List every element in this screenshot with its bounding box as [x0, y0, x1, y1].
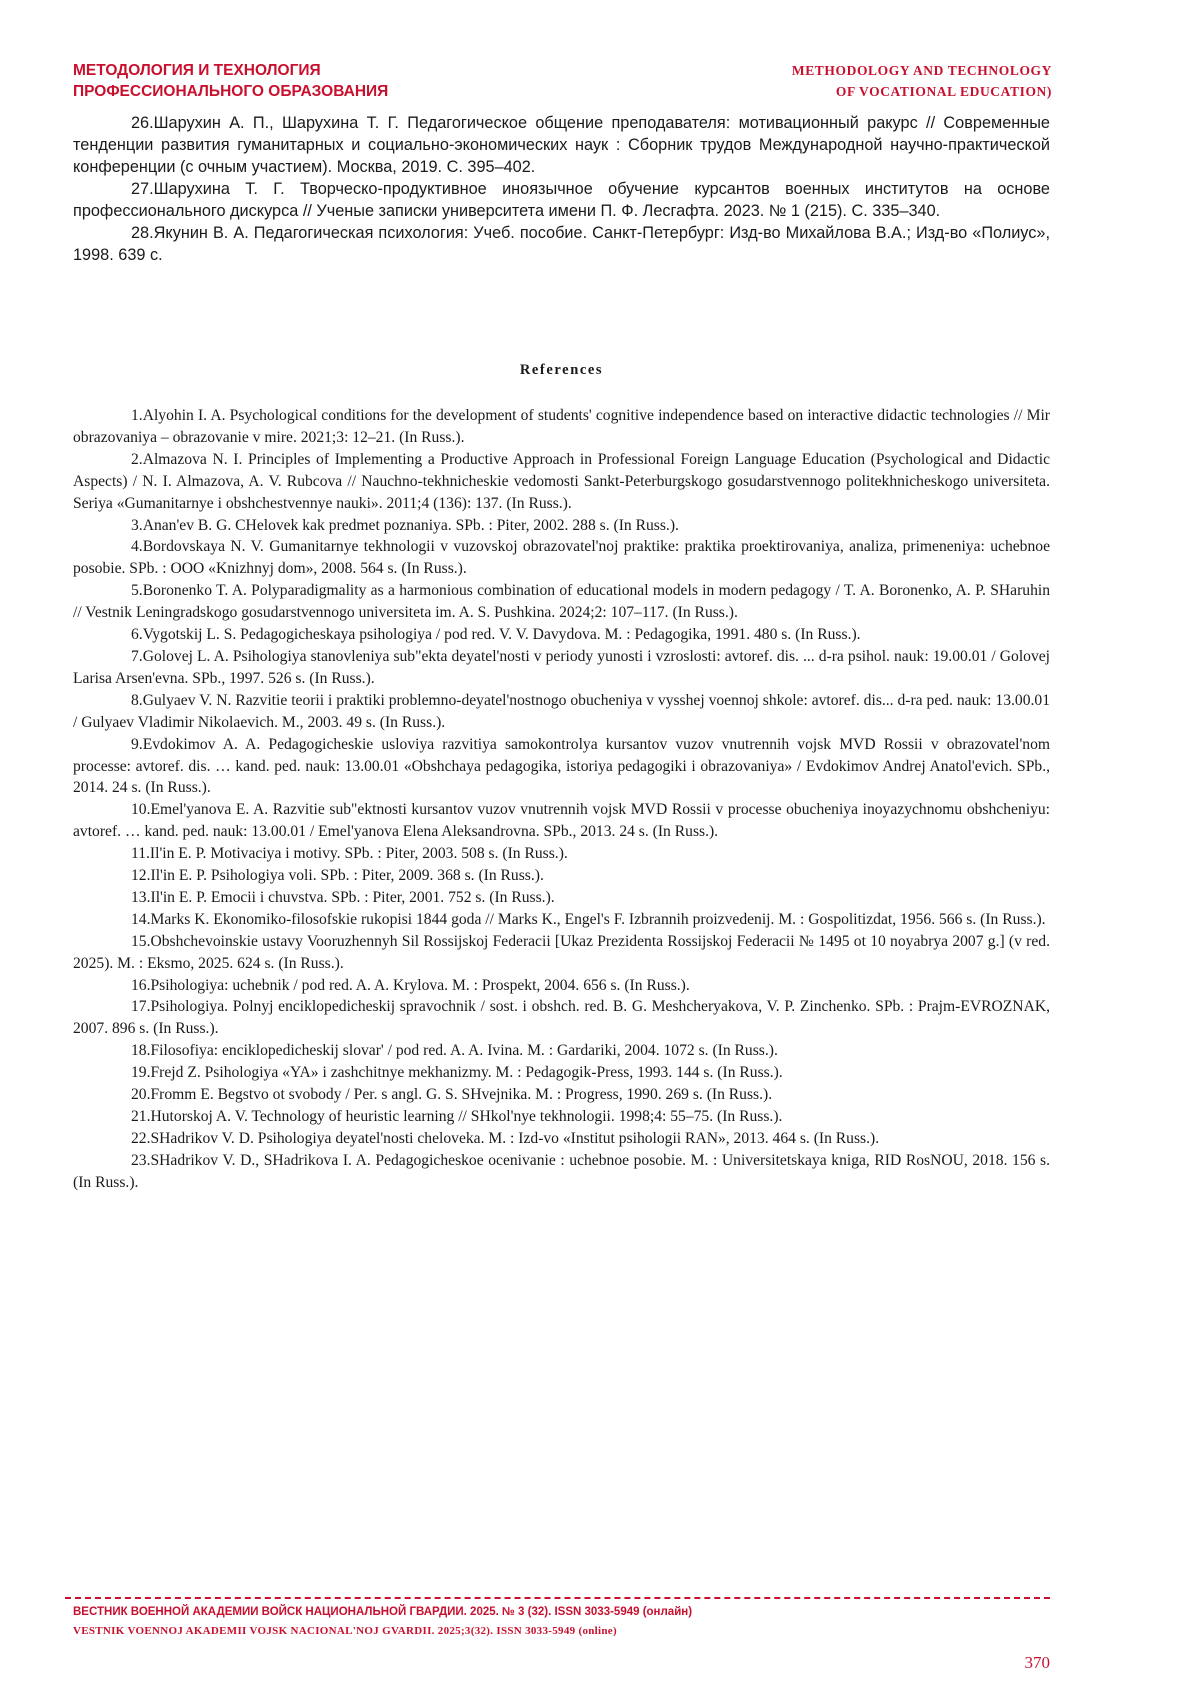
ref-entry-en-12 — [73, 865, 1050, 887]
ref-number: 23. — [131, 1151, 151, 1169]
ref-entry-en-1 — [73, 405, 1050, 449]
ref-text: Fromm E. Begstvo ot svobody / Per. s angl. G. S. SHvejnika. M. : Progress, 1990. 269 s. (In Russ.). — [150, 1086, 773, 1104]
ref-number: 11. — [131, 845, 150, 863]
ref-text: Marks K. Ekonomiko-filosofskie rukopisi 1844 goda // Marks K., Engel's F. Izbrannih proizvedenij. M. : Gospolitizdat, 1956. 566 s. (In Russ.). — [150, 910, 1046, 928]
ref-text: Il'in E. P. Psihologiya voli. SPb. : Piter, 2009. 368 s. (In Russ.). — [150, 867, 544, 885]
ref-entry-en-8 — [73, 690, 1050, 734]
ref-entry-en-11 — [73, 843, 1050, 865]
ref-entry-en-19 — [73, 1062, 1050, 1084]
footer-journal-en: VESTNIK VOENNOJ AKADEMII VOJSK NACIONAL'NOJ GVARDII. 2025;3(32). ISSN 3033-5949 (online) — [73, 1625, 617, 1637]
ref-text: SHadrikov V. D., SHadrikova I. A. Pedagogicheskoe ocenivanie : uchebnoe posobie. M. : Universitetskaya kniga, RID RosNOU, 2018. 156 s. (In Russ.). — [73, 1151, 1050, 1191]
ref-entry-en-18 — [73, 1040, 1050, 1062]
ref-entry-en-13 — [73, 887, 1050, 909]
ref-entry-en-17 — [73, 996, 1050, 1040]
ref-text: SHadrikov V. D. Psihologiya deyatel'nosti cheloveka. M. : Izd-vo «Institut psihologii RAN», 2013. 464 s. (In Russ.). — [150, 1129, 880, 1147]
ref-entry-ru-28 — [73, 222, 1050, 266]
ref-text: Evdokimov A. A. Pedagogicheskie usloviya razvitiya samokontrolya kursantov vuzov vnutrennih vojsk MVD Rossii v obrazovatel'nom processe: avtoref. dis. … kand. ped. nauk: 13.00.01 «Obshchaya pedagogika, istoriya pedagogiki i obrazovaniya» / Evdokimov Andrej Anatol'evich. SPb., 2014. 24 s. (In Russ.). — [73, 735, 1050, 797]
ref-text: Frejd Z. Psihologiya «YA» i zashchitnye mekhanizmy. M. : Pedagogik-Press, 1993. 144 s. (In Russ.). — [150, 1064, 783, 1082]
en-references-list — [73, 405, 1050, 1194]
ref-text: Golovej L. A. Psihologiya stanovleniya sub"ekta deyatel'nosti v periody yunosti i vzroslosti: avtoref. dis. ... d-ra psihol. nauk: 19.00.01 / Golovej Larisa Arsen'evna. SPb., 1997. 526 s. (In Russ.). — [73, 647, 1050, 687]
ref-entry-en-23 — [73, 1150, 1050, 1194]
ref-number: 10. — [131, 801, 151, 819]
ref-text: Almazova N. I. Principles of Implementing a Productive Approach in Professional Foreign Language Education (Psychological and Didactic Aspects) / N. I. Almazova, A. V. Rubcova // Nauchno-tekhnicheskie vedomosti Sankt-Peterburgskogo gosudarstvennogo politekhnicheskogo universiteta. Seriya «Gumanitarnye i obshchestvennye nauki». 2011;4 (136): 137. (In Russ.). — [73, 450, 1050, 512]
ref-text: Якунин В. А. Педагогическая психология: Учеб. пособие. Санкт-Петербург: Изд-во Михайлова В.А.; Изд-во «Полиус», 1998. 639 с. — [73, 224, 1050, 264]
ref-number: 14. — [131, 910, 151, 928]
ref-number: 15. — [131, 932, 151, 950]
ref-text: Psihologiya. Polnyj enciklopedicheskij spravochnik / sost. i obshch. red. B. G. Meshcheryakova, V. P. Zinchenko. SPb. : Prajm-EVROZNAK, 2007. 896 s. (In Russ.). — [73, 998, 1050, 1038]
ref-number: 3. — [131, 516, 143, 534]
ref-text: Emel'yanova E. A. Razvitie sub"ektnosti kursantov vuzov vnutrennih vojsk MVD Rossii v processe obucheniya inoyazychnomu obshcheniyu: avtoref. … kand. ped. nauk: 13.00.01 / Emel'yanova Elena Aleksandrovna. SPb., 2013. 24 s. (In Russ.). — [73, 801, 1050, 841]
ref-number: 17. — [131, 998, 151, 1016]
ref-entry-en-4 — [73, 536, 1050, 580]
header-en-line1: METHODOLOGY AND TECHNOLOGY — [791, 63, 1052, 78]
ref-text: Psihologiya: uchebnik / pod red. A. A. Krylova. M. : Prospekt, 2004. 656 s. (In Russ.). — [150, 976, 690, 994]
ref-number: 2. — [131, 450, 143, 468]
ref-entry-en-6 — [73, 624, 1050, 646]
ref-text: Шарухин А. П., Шарухина Т. Г. Педагогическое общение преподавателя: мотивационный ракурс // Современные тенденции развития гуманитарных и социально-экономических наук : Сборник трудов Международной научно-практической конференции (с очным участием). Москва, 2019. С. 395–402. — [73, 114, 1050, 176]
ref-entry-en-20 — [73, 1084, 1050, 1106]
ref-text: Vygotskij L. S. Pedagogicheskaya psihologiya / pod red. V. V. Davydova. M. : Pedagogika, 1991. 480 s. (In Russ.). — [142, 626, 861, 644]
ref-entry-en-2 — [73, 449, 1050, 515]
ref-entry-en-7 — [73, 646, 1050, 690]
ref-number: 21. — [131, 1108, 151, 1125]
ref-text: Bordovskaya N. V. Gumanitarnye tekhnologii v vuzovskoj obrazovatel'noj praktike: praktika proektirovaniya, analiza, primeneniya: uchebnoe posobie. SPb. : OOO «Knizhnyj dom», 2008. 564 s. (In Russ.). — [73, 538, 1050, 578]
ref-number: 8. — [131, 691, 143, 709]
footer-divider — [65, 1597, 1050, 1599]
header-ru-line2: ПРОФЕССИОНАЛЬНОГО ОБРАЗОВАНИЯ — [73, 83, 389, 100]
ref-text: Anan'ev B. G. CHelovek kak predmet poznaniya. SPb. : Piter, 2002. 288 s. (In Russ.). — [142, 516, 679, 534]
ref-number: 22. — [131, 1129, 151, 1147]
ref-text: Hutorskoj A. V. Technology of heuristic learning // SHkol'nye tekhnologii. 1998;4: 55–75. (In Russ.). — [150, 1108, 783, 1125]
ref-number: 7. — [131, 647, 143, 665]
ref-entry-en-14 — [73, 909, 1050, 931]
ref-number: 1. — [131, 407, 143, 424]
ref-entry-en-10 — [73, 799, 1050, 843]
ref-entry-en-22 — [73, 1128, 1050, 1150]
ref-text: Alyohin I. A. Psychological conditions for the development of students' cognitive independence based on interactive didactic technologies // Mir obrazovaniya – obrazovanie v mire. 2021;3: 12–21. (In Russ.). — [73, 407, 1050, 446]
ref-entry-en-9 — [73, 734, 1050, 800]
ref-number: 12. — [131, 867, 151, 885]
ref-number: 16. — [131, 976, 151, 994]
ref-text: Boronenko T. A. Polyparadigmality as a harmonious combination of educational models in modern pedagogy / T. A. Boronenko, A. P. SHaruhin // Vestnik Leningradskogo gosudarstvennogo universiteta im. A. S. Pushkina. 2024;2: 107–117. (In Russ.). — [73, 582, 1050, 622]
ref-number: 28. — [131, 224, 154, 242]
ref-number: 18. — [131, 1042, 151, 1060]
ref-entry-en-16 — [73, 975, 1050, 997]
page-number: 370 — [1024, 1653, 1050, 1672]
ref-text: Obshchevoinskie ustavy Vooruzhennyh Sil Rossijskoj Federacii [Ukaz Prezidenta Rossijskoj Federacii № 1495 ot 10 noyabrya 2007 g.] (v red. 2025). M. : Eksmo, 2025. 624 s. (In Russ.). — [73, 932, 1050, 972]
running-header-ru — [73, 60, 388, 102]
ref-number: 27. — [131, 180, 154, 198]
ref-entry-ru-26 — [73, 112, 1050, 178]
header-en-line2: OF VOCATIONAL EDUCATION) — [835, 84, 1052, 99]
ref-entry-ru-27 — [73, 178, 1050, 222]
ref-text: Gulyaev V. N. Razvitie teorii i praktiki problemno-deyatel'nostnogo obucheniya v vysshej voennoj shkole: avtoref. dis... d-ra ped. nauk: 13.00.01 / Gulyaev Vladimir Nikolaevich. M., 2003. 49 s. (In Russ.). — [73, 691, 1050, 731]
running-header-en — [792, 60, 1052, 102]
ref-number: 4. — [131, 538, 143, 556]
ref-number: 9. — [131, 735, 143, 753]
references-heading: References — [519, 362, 604, 378]
ref-entry-en-21 — [73, 1106, 1050, 1128]
footer-journal-ru: ВЕСТНИК ВОЕННОЙ АКАДЕМИИ ВОЙСК НАЦИОНАЛЬНОЙ ГВАРДИИ. 2025. № 3 (32). ISSN 3033-5949 (онлайн) — [73, 1606, 693, 1618]
ref-number: 13. — [131, 888, 151, 906]
ref-number: 26. — [131, 114, 154, 132]
ref-entry-en-5 — [73, 580, 1050, 624]
ref-number: 5. — [131, 582, 143, 600]
ref-entry-en-15 — [73, 931, 1050, 975]
ru-references-list — [73, 112, 1050, 266]
ref-text: Шарухина Т. Г. Творческо-продуктивное иноязычное обучение курсантов военных институтов на основе профессионального дискурса // Ученые записки университета имени П. Ф. Лесгафта. 2023. № 1 (215). С. 335–340. — [73, 180, 1050, 220]
ref-number: 19. — [131, 1064, 151, 1082]
ref-entry-en-3 — [73, 515, 1050, 537]
ref-text: Il'in E. P. Emocii i chuvstva. SPb. : Piter, 2001. 752 s. (In Russ.). — [150, 888, 555, 906]
ref-number: 20. — [131, 1086, 151, 1104]
header-ru-line1: МЕТОДОЛОГИЯ И ТЕХНОЛОГИЯ — [73, 62, 321, 79]
ref-text: Filosofiya: enciklopedicheskij slovar' / pod red. A. A. Ivina. M. : Gardariki, 2004. 1072 s. (In Russ.). — [150, 1042, 778, 1060]
ref-text: Il'in E. P. Motivaciya i motivy. SPb. : Piter, 2003. 508 s. (In Russ.). — [149, 845, 568, 863]
ref-number: 6. — [131, 626, 143, 644]
